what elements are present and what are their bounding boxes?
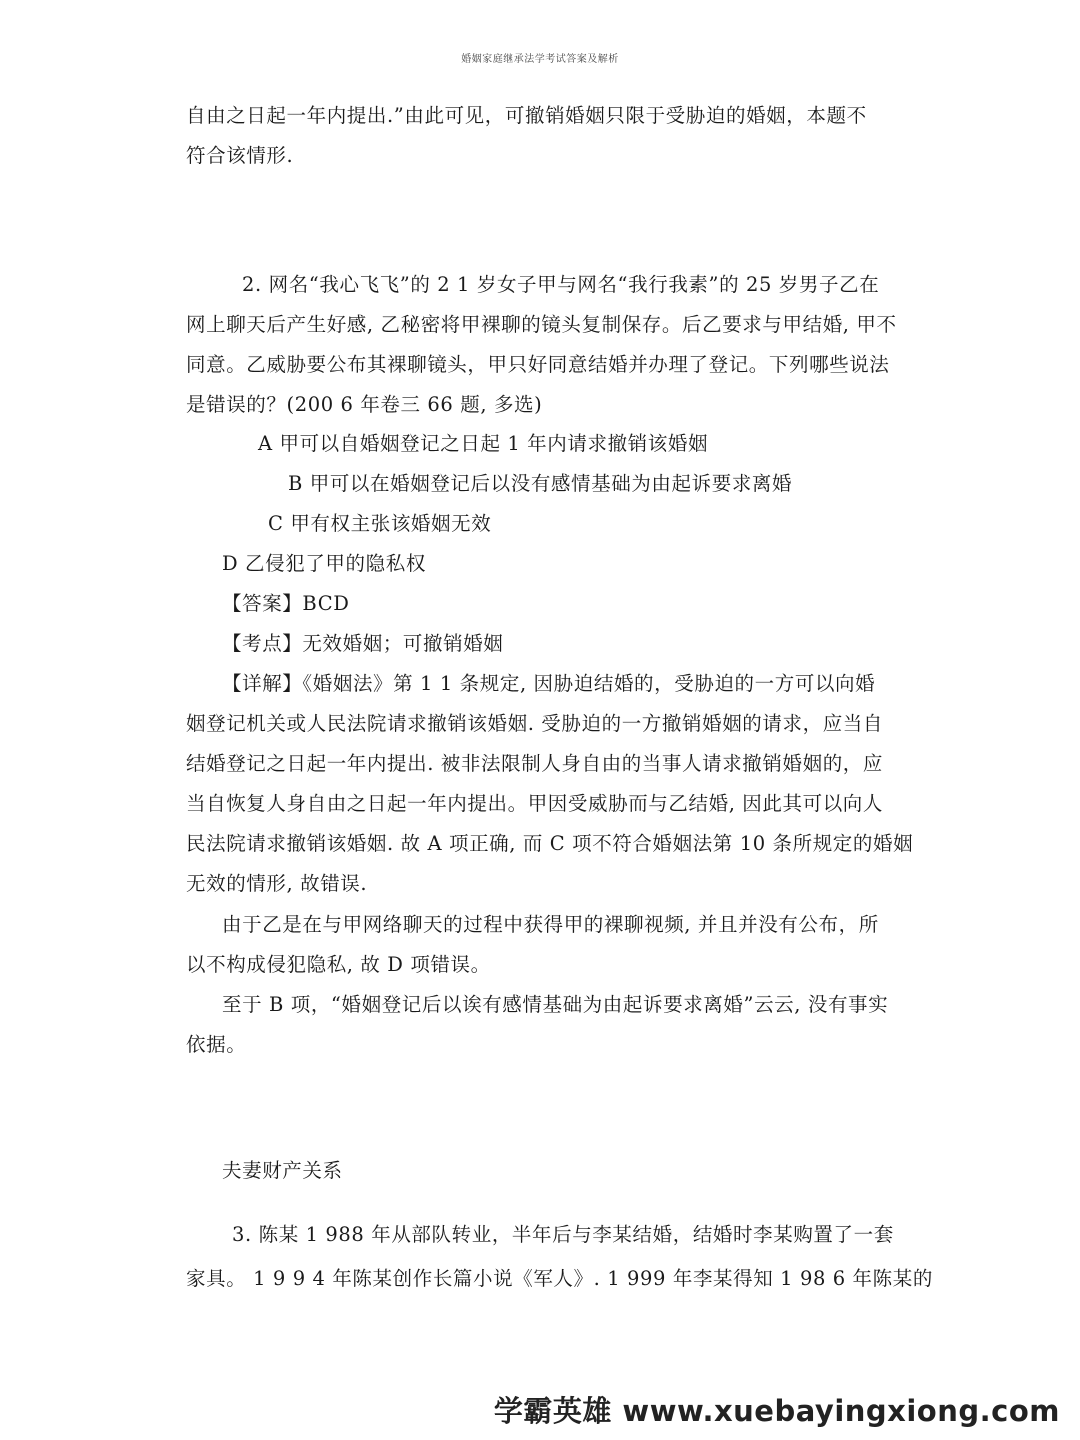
q2-para2-line-1: 由于乙是在与甲网络聊天的过程中获得甲的裸聊视频, 并且并没有公布，所 (222, 913, 879, 936)
q2-line-3: 同意。乙威胁要公布其裸聊镜头，甲只好同意结婚并办理了登记。下列哪些说法 (186, 353, 890, 376)
section-title: 夫妻财产关系 (222, 1159, 343, 1182)
q2-para3-line-2: 依据。 (186, 1033, 247, 1056)
q2-detail-line-4: 当自恢复人身自由之日起一年内提出。甲因受威胁而与乙结婚, 因此其可以向人 (186, 792, 883, 815)
q2-detail-line-3: 结婚登记之日起一年内提出. 被非法限制人身自由的当事人请求撤销婚姻的，应 (186, 752, 883, 775)
q2-option-c: C 甲有权主张该婚姻无效 (268, 512, 492, 535)
q2-detail-line-2: 姻登记机关或人民法院请求撤销该婚姻. 受胁迫的一方撤销婚姻的请求，应当自 (186, 712, 883, 735)
site-watermark: 学霸英雄 www.xuebayingxiong.com (493, 1394, 1060, 1428)
q2-line-1: 2. 网名“我心飞飞”的 2 1 岁女子甲与网名“我行我素”的 25 岁男子乙在 (242, 273, 880, 296)
q2-detail-line-1: 【详解】《婚姻法》第 1 1 条规定, 因胁迫结婚的，受胁迫的一方可以向婚 (222, 672, 876, 695)
q2-detail-line-6: 无效的情形, 故错误. (186, 872, 368, 895)
q2-option-d: D 乙侵犯了甲的隐私权 (222, 552, 426, 575)
q2-answer: 【答案】BCD (222, 592, 350, 615)
q3-line-1: 3. 陈某 1 988 年从部队转业，半年后与李某结婚，结婚时李某购置了一套 (232, 1223, 894, 1246)
q2-option-a: A 甲可以自婚姻登记之日起 1 年内请求撤销该婚姻 (258, 432, 709, 455)
q2-keypoint: 【考点】无效婚姻；可撤销婚姻 (222, 632, 504, 655)
intro-line-2: 符合该情形. (186, 144, 294, 167)
q2-option-b: B 甲可以在婚姻登记后以没有感情基础为由起诉要求离婚 (288, 472, 793, 495)
q2-detail-line-5: 民法院请求撤销该婚姻. 故 A 项正确, 而 C 项不符合婚姻法第 10 条所规定的婚姻 (186, 832, 914, 855)
q2-line-2: 网上聊天后产生好感, 乙秘密将甲裸聊的镜头复制保存。后乙要求与甲结婚, 甲不 (186, 313, 897, 336)
q3-line-2: 家具。 1 9 9 4 年陈某创作长篇小说《军人》. 1 999 年李某得知 1 98 6 年陈某的 (186, 1267, 933, 1290)
page-header: 婚姻家庭继承法学考试答案及解析 (461, 54, 619, 65)
intro-line-1: 自由之日起一年内提出.”由此可见，可撤销婚姻只限于受胁迫的婚姻，本题不 (186, 104, 867, 127)
q2-line-4: 是错误的？(200 6 年卷三 66 题, 多选) (186, 393, 543, 416)
q2-para3-line-1: 至于 B 项，“婚姻登记后以诶有感情基础为由起诉要求离婚”云云, 没有事实 (222, 993, 889, 1016)
q2-para2-line-2: 以不构成侵犯隐私, 故 D 项错误。 (186, 953, 491, 976)
